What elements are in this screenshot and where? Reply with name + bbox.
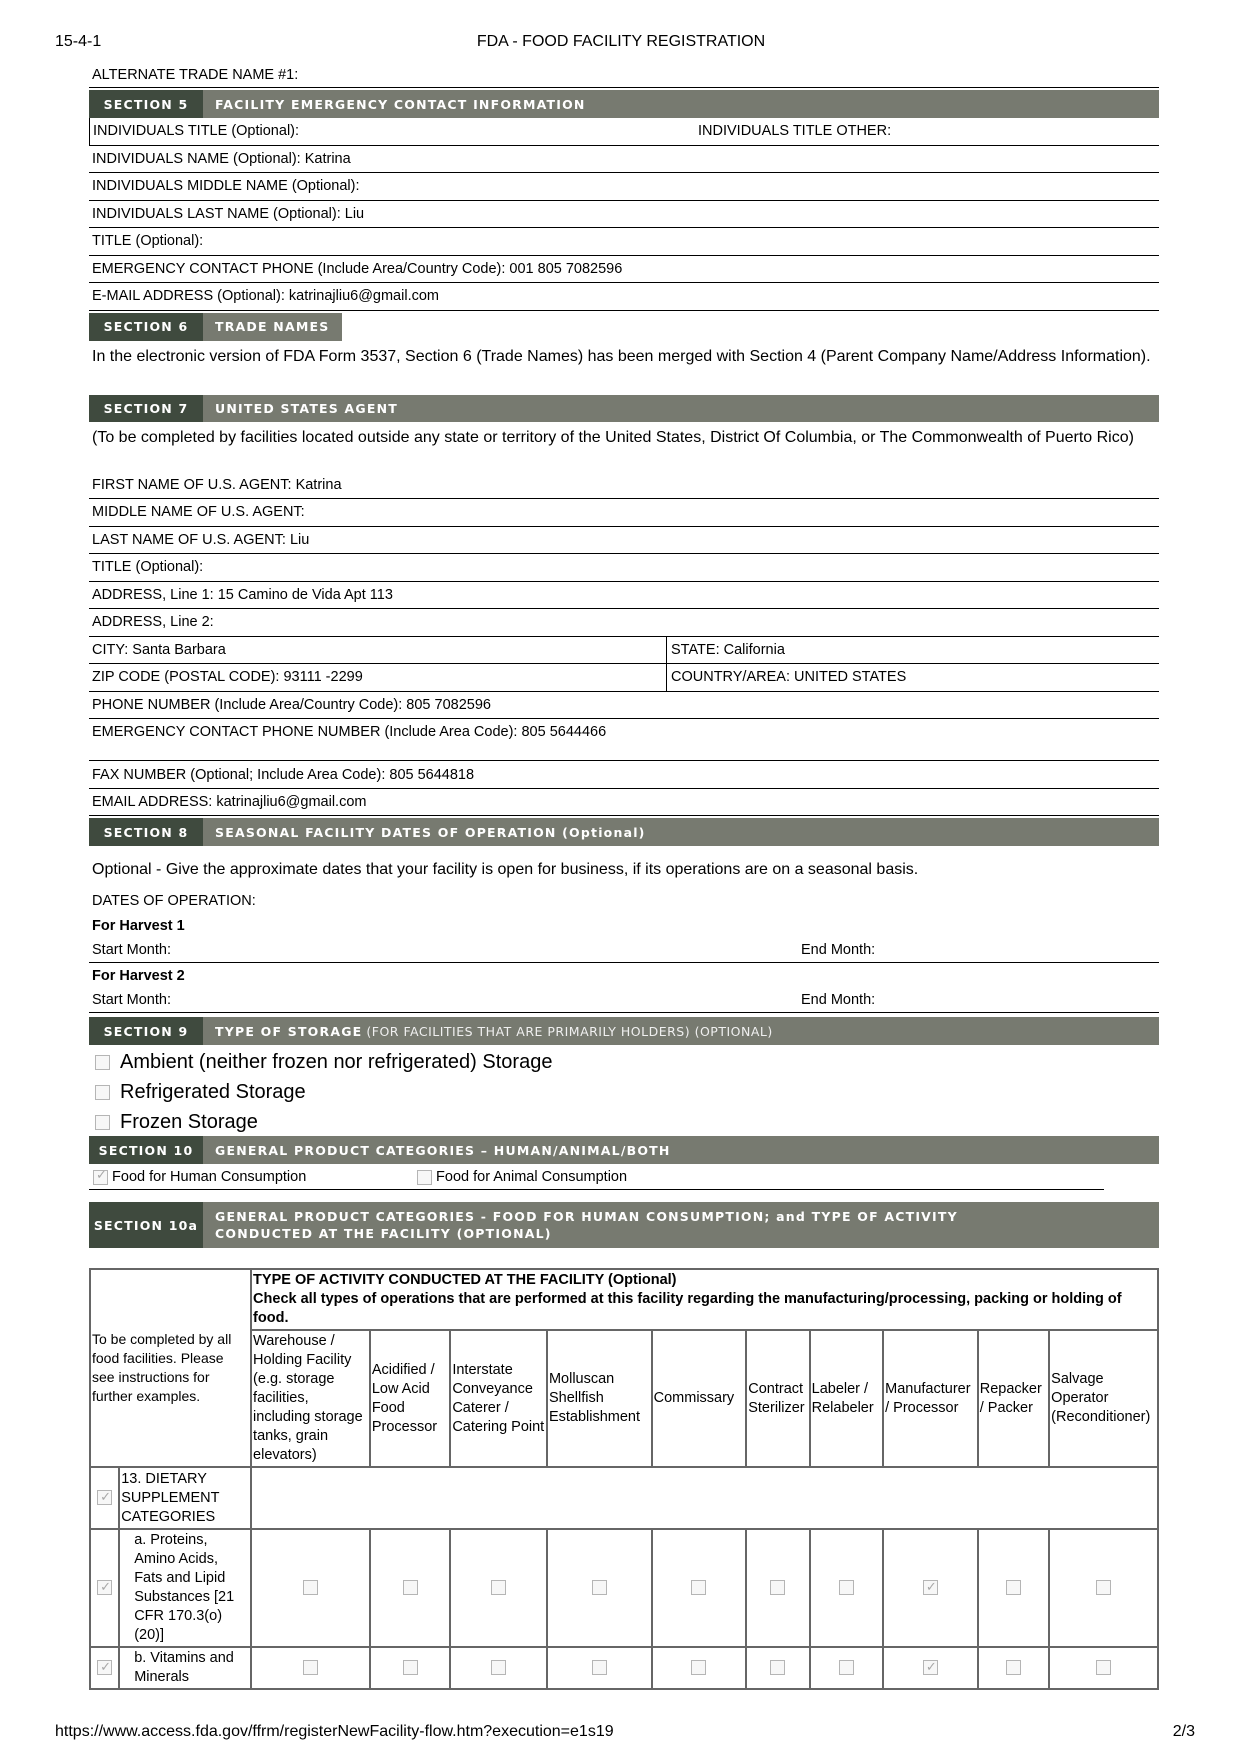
- section-title-group: [203, 1202, 958, 1248]
- harvest-2-start-month: Start Month:: [92, 992, 171, 1008]
- agent-phone-text: PHONE NUMBER (Include Area/Country Code): 805 7082596: [92, 696, 491, 713]
- activity-checkbox[interactable]: [303, 1660, 318, 1675]
- row-checkbox-cell: [90, 1529, 119, 1647]
- agent-address-line2-text: ADDRESS, Line 2:: [92, 614, 214, 630]
- section-title-line1: GENERAL PRODUCT CATEGORIES - FOOD FOR HUMAN CONSUMPTION; and TYPE OF ACTIVITY: [215, 1209, 958, 1224]
- table-row: [90, 1467, 1158, 1529]
- section-title: FACILITY EMERGENCY CONTACT INFORMATION: [215, 96, 586, 112]
- food-animal-label: Food for Animal Consumption: [436, 1169, 628, 1185]
- column-header: Acidified / Low Acid Food Processor: [370, 1330, 451, 1467]
- activity-checkbox[interactable]: [592, 1660, 607, 1675]
- column-header: Commissary: [652, 1330, 747, 1467]
- title-optional-text: TITLE (Optional):: [92, 233, 204, 249]
- activity-checkbox[interactable]: [1096, 1660, 1111, 1675]
- storage-frozen-option[interactable]: [89, 1107, 1159, 1137]
- section-title: TYPE OF STORAGE: [215, 1023, 363, 1039]
- section-title: SEASONAL FACILITY DATES OF OPERATION (Optional): [215, 824, 646, 840]
- activity-checkbox[interactable]: [491, 1580, 506, 1595]
- column-header: Salvage Operator (Reconditioner): [1049, 1330, 1158, 1467]
- agent-state-text: STATE: California: [671, 641, 785, 658]
- section-10a-header: [89, 1202, 1159, 1248]
- page-title: FDA - FOOD FACILITY REGISTRATION: [476, 33, 766, 50]
- food-animal-option[interactable]: [417, 1169, 627, 1185]
- harvest-1-start-month: Start Month:: [92, 942, 171, 958]
- column-header: Manufacturer / Processor: [883, 1330, 978, 1467]
- activity-header-cell: [251, 1269, 1158, 1330]
- activity-checkbox[interactable]: [923, 1660, 938, 1675]
- harvest-2-text: For Harvest 2: [92, 968, 185, 984]
- storage-ambient-label: Ambient (neither frozen nor refrigerated) Storage: [120, 1051, 553, 1073]
- agent-title-text: TITLE (Optional):: [92, 559, 204, 575]
- harvest-1-text: For Harvest 1: [92, 918, 185, 934]
- dates-of-operation-text: DATES OF OPERATION:: [92, 893, 256, 909]
- individuals-last-name-field: [89, 201, 1159, 229]
- table-header-row-2: [90, 1330, 1158, 1467]
- email-address-text: E-MAIL ADDRESS (Optional): katrinajliu6@gmail.com: [92, 288, 439, 304]
- section-number: SECTION 10a: [89, 1202, 203, 1248]
- individuals-title-other-field: INDIVIDUALS TITLE OTHER:: [698, 123, 892, 139]
- column-divider: [666, 637, 667, 665]
- seasonal-intro: Optional - Give the approximate dates that your facility is open for business, if its operations are on a seasonal basis.: [92, 861, 919, 878]
- storage-ambient-checkbox[interactable]: [95, 1055, 110, 1070]
- agent-middle-name-field: [89, 499, 1159, 527]
- activity-checkbox[interactable]: [592, 1580, 607, 1595]
- activity-checkbox[interactable]: [691, 1580, 706, 1595]
- activity-checkbox[interactable]: [1006, 1660, 1021, 1675]
- agent-first-name-text: FIRST NAME OF U.S. AGENT: Katrina: [92, 476, 342, 493]
- individuals-middle-name-field: [89, 173, 1159, 201]
- row-label: b. Vitamins and Minerals: [119, 1647, 251, 1689]
- section-title: TRADE NAMES: [215, 319, 330, 334]
- product-activity-table: [89, 1268, 1159, 1690]
- section-title-line2: CONDUCTED AT THE FACILITY (OPTIONAL): [215, 1226, 552, 1241]
- storage-frozen-checkbox[interactable]: [95, 1115, 110, 1130]
- activity-checkbox[interactable]: [839, 1660, 854, 1675]
- emergency-contact-phone-text: EMERGENCY CONTACT PHONE (Include Area/Country Code): 001 805 7082596: [92, 260, 623, 277]
- activity-checkbox[interactable]: [923, 1580, 938, 1595]
- agent-last-name-text: LAST NAME OF U.S. AGENT: Liu: [92, 531, 310, 548]
- individuals-name-text: INDIVIDUALS NAME (Optional): Katrina: [92, 150, 351, 167]
- page-number: 2/3: [1172, 1723, 1195, 1740]
- storage-frozen-label: Frozen Storage: [120, 1111, 258, 1133]
- section-9-header: [89, 1017, 1159, 1045]
- activity-checkbox[interactable]: [1006, 1580, 1021, 1595]
- storage-refrigerated-checkbox[interactable]: [95, 1085, 110, 1100]
- agent-zip-country-row: [89, 664, 1159, 692]
- agent-middle-name-text: MIDDLE NAME OF U.S. AGENT:: [92, 504, 305, 520]
- section-6-header: [89, 313, 342, 341]
- section-number: SECTION 8: [89, 818, 203, 846]
- agent-email-text: EMAIL ADDRESS: katrinajliu6@gmail.com: [92, 793, 367, 810]
- section-number: SECTION 9: [89, 1017, 203, 1045]
- human-animal-row: [89, 1164, 1104, 1190]
- category-checkbox-cell: [90, 1467, 119, 1529]
- column-header: Warehouse / Holding Facility (e.g. storage facilities, including storage tanks, grain elevators): [251, 1330, 370, 1467]
- column-divider: [666, 664, 667, 692]
- category-empty-cell: [251, 1467, 1158, 1529]
- agent-first-name-field: [89, 472, 1159, 500]
- section-subtitle: (FOR FACILITIES THAT ARE PRIMARILY HOLDERS) (OPTIONAL): [366, 1023, 773, 1039]
- food-human-label: Food for Human Consumption: [112, 1169, 307, 1185]
- category-checkbox[interactable]: [97, 1490, 112, 1505]
- agent-phone-field: [89, 692, 1159, 720]
- agent-title-field: [89, 554, 1159, 582]
- section-number: SECTION 5: [89, 90, 203, 118]
- individuals-last-name-text: INDIVIDUALS LAST NAME (Optional): Liu: [92, 205, 365, 222]
- section-10-header: [89, 1136, 1159, 1164]
- column-header: Labeler / Relabeler: [810, 1330, 883, 1467]
- activity-checkbox[interactable]: [303, 1580, 318, 1595]
- agent-fax-field: [89, 761, 1159, 789]
- agent-fax-text: FAX NUMBER (Optional; Include Area Code): 805 5644818: [92, 767, 475, 783]
- agent-address-line1-text: ADDRESS, Line 1: 15 Camino de Vida Apt 113: [92, 586, 393, 603]
- title-optional-field: [89, 228, 1159, 256]
- harvest-1-months-row: [89, 938, 1159, 963]
- section-title: UNITED STATES AGENT: [215, 400, 398, 416]
- section-number: SECTION 6: [89, 313, 203, 341]
- activity-checkbox[interactable]: [770, 1580, 785, 1595]
- section-5-header: [89, 90, 1159, 118]
- dates-of-operation-label: [89, 886, 1159, 913]
- table-corner-note: To be completed by all food facilities. Please see instructions for further examples.: [90, 1269, 251, 1467]
- alternate-trade-name: [89, 64, 1159, 88]
- form-content: [89, 64, 1159, 1690]
- activity-header-desc: Check all types of operations that are performed at this facility regarding the manufacturing/processing, packing or holding of food.: [253, 1291, 1122, 1326]
- table-row: [90, 1529, 1158, 1647]
- column-header: Repacker / Packer: [978, 1330, 1049, 1467]
- agent-country-text: COUNTRY/AREA: UNITED STATES: [671, 669, 907, 685]
- section-number: SECTION 10: [89, 1136, 203, 1164]
- alternate-trade-name-label: ALTERNATE TRADE NAME #1:: [92, 67, 299, 83]
- print-date: 15-4-1: [55, 33, 102, 50]
- food-human-checkbox[interactable]: [93, 1170, 108, 1185]
- row-checkbox[interactable]: [97, 1660, 112, 1675]
- harvest-2-label: [89, 963, 1159, 988]
- agent-last-name-field: [89, 527, 1159, 555]
- food-animal-checkbox[interactable]: [417, 1170, 432, 1185]
- us-agent-intro: (To be completed by facilities located outside any state or territory of the United States, District Of Columbia, or The Commonwealth of Puerto Rico): [92, 428, 1134, 446]
- column-header: Molluscan Shellfish Establishment: [547, 1330, 652, 1467]
- harvest-1-end-month: End Month:: [801, 942, 876, 958]
- storage-ambient-option[interactable]: [89, 1047, 1159, 1077]
- column-header: Contract Sterilizer: [746, 1330, 809, 1467]
- emergency-contact-phone-field: [89, 256, 1159, 284]
- agent-city-text: CITY: Santa Barbara: [92, 641, 226, 658]
- activity-checkbox[interactable]: [691, 1660, 706, 1675]
- category-label: 13. DIETARY SUPPLEMENT CATEGORIES: [119, 1467, 251, 1529]
- individuals-middle-name-text: INDIVIDUALS MIDDLE NAME (Optional):: [92, 178, 360, 194]
- column-header: Interstate Conveyance Caterer / Catering Point: [450, 1330, 547, 1467]
- activity-checkbox[interactable]: [403, 1580, 418, 1595]
- activity-checkbox[interactable]: [770, 1660, 785, 1675]
- agent-city-state-row: [89, 637, 1159, 665]
- activity-checkbox[interactable]: [1096, 1580, 1111, 1595]
- individuals-title-field: INDIVIDUALS TITLE (Optional):: [93, 123, 300, 139]
- individuals-name-field: [89, 146, 1159, 174]
- email-address-field: [89, 283, 1159, 311]
- agent-emergency-phone-field: [89, 719, 1159, 761]
- activity-header-title: TYPE OF ACTIVITY CONDUCTED AT THE FACILITY (Optional): [253, 1272, 677, 1288]
- section-number: SECTION 7: [89, 395, 203, 422]
- row-checkbox-cell: [90, 1647, 119, 1689]
- harvest-1-label: [89, 913, 1159, 938]
- section-title-group: [203, 1017, 773, 1045]
- agent-emergency-phone-text: EMERGENCY CONTACT PHONE NUMBER (Include Area Code): 805 5644466: [92, 724, 607, 740]
- section-8-header: [89, 818, 1159, 846]
- page-url: https://www.access.fda.gov/ffrm/registerNewFacility-flow.htm?execution=e1s19: [55, 1723, 614, 1740]
- storage-refrigerated-label: Refrigerated Storage: [120, 1081, 306, 1103]
- table-header-row-1: [90, 1269, 1158, 1330]
- activity-checkbox[interactable]: [403, 1660, 418, 1675]
- agent-address-line2-field: [89, 609, 1159, 637]
- agent-zip-text: ZIP CODE (POSTAL CODE): 93111 -2299: [92, 669, 363, 685]
- trade-names-note: In the electronic version of FDA Form 3537, Section 6 (Trade Names) has been merged with Section 4 (Parent Company Name/Address Information).: [92, 347, 1151, 365]
- harvest-2-end-month: End Month:: [801, 992, 876, 1008]
- section-title: GENERAL PRODUCT CATEGORIES – HUMAN/ANIMAL/BOTH: [215, 1142, 671, 1158]
- row-checkbox[interactable]: [97, 1580, 112, 1595]
- table-row: [90, 1647, 1158, 1689]
- section-7-header: [89, 395, 1159, 422]
- agent-address-line1-field: [89, 582, 1159, 610]
- individuals-title-row: [89, 118, 1159, 146]
- activity-checkbox[interactable]: [839, 1580, 854, 1595]
- harvest-2-months-row: [89, 988, 1159, 1013]
- activity-checkbox[interactable]: [491, 1660, 506, 1675]
- storage-options: [89, 1045, 1159, 1137]
- storage-refrigerated-option[interactable]: [89, 1077, 1159, 1107]
- agent-email-field: [89, 789, 1159, 817]
- food-human-option[interactable]: [93, 1169, 306, 1185]
- row-label: a. Proteins, Amino Acids, Fats and Lipid Substances [21 CFR 170.3(o)(20)]: [119, 1529, 251, 1647]
